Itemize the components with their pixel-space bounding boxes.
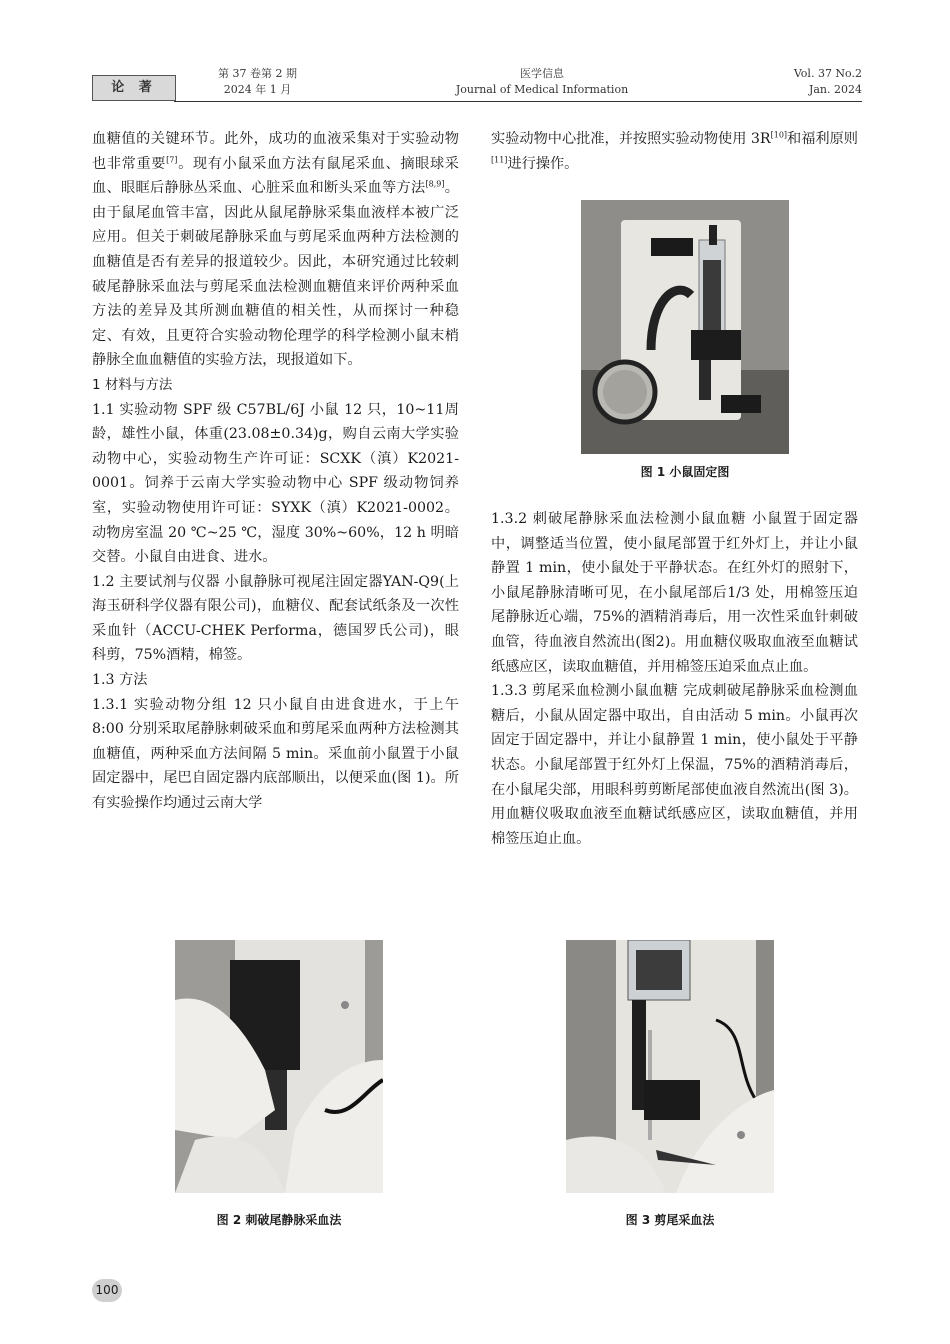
section-tag: 论 著 [92,75,176,101]
volume-line: 第 37 卷第 2 期 [218,67,297,80]
figure-3-tail-clipping [566,940,774,1193]
right-column-top [491,127,858,176]
figure-2-caption: 图 2 刺破尾静脉采血法 [216,1213,342,1227]
header-rule [174,101,862,102]
figure-3-caption: 图 3 剪尾采血法 [625,1213,715,1227]
section-1-3: 1.3 方法 [92,672,148,689]
journal-name [392,66,692,98]
issue-info-en [794,66,862,98]
figure-1-caption: 图 1 小鼠固定图 [640,465,730,479]
intro-paragraph: 血糖值的关键环节。此外，成功的血液采集对于实验动物也非常重要[7]。现有小鼠采血方法有鼠尾采血、摘眼球采血、眼眶后静脉丛采血、心脏采血和断头采血等方法[8,9]。由于鼠尾血管丰富，因此从鼠尾静脉采集血液样本被广泛应用。但关于刺破尾静脉采血与剪尾采血两种方法检测的血糖值是否有差异的报道较少。因此，本研究通过比较刺破尾静脉采血法与剪尾采血法检测血糖值来评价两种采血方法的差异及其所测血糖值的相关性，从而探讨一种稳定、有效，且更符合实验动物伦理学的科学检测小鼠末梢静脉全血血糖值的实验方法，现报道如下。 [92,131,459,369]
section-heading-methods: 1 材料与方法 [92,376,173,393]
ethics-paragraph: 实验动物中心批准，并按照实验动物使用 3R[10]和福利原则[11]进行操作。 [491,130,858,172]
date-line: 2024 年 1 月 [223,83,292,96]
journal-en: Journal of Medical Information [455,83,629,96]
vol-en: Vol. 37 No.2 [793,67,862,80]
section-1-3-2: 1.3.2 刺破尾静脉采血法检测小鼠血糖 小鼠置于固定器中，调整适当位置，使小鼠尾部置于红外灯上，并让小鼠静置 1 min，使小鼠处于平静状态。在红外灯的照射下，小鼠尾静脉清晰可见，在小鼠尾部后1/3 处，用棉签压迫尾静脉近心端，75%的酒精消毒后，用一次性采血针刺破血管，待血液自然流出(图2)。用血糖仪吸取血液至血糖试纸感应区，读取血糖值，并用棉签压迫采血点止血。 [491,511,858,675]
issue-info [218,66,297,98]
journal-cn: 医学信息 [520,67,564,80]
section-1-3-1: 1.3.1 实验动物分组 12 只小鼠自由进食进水，于上午 8:00 分别采取尾静脉刺破采血和剪尾采血两种方法检测其血糖值，两种采血方法间隔 5 min。采血前小鼠置于小鼠固定器中，尾巴自固定器内底部顺出，以便采血(图 1)。所有实验操作均通过云南大学 [92,696,459,812]
section-1-3-3: 1.3.3 剪尾采血检测小鼠血糖 完成刺破尾静脉采血检测血糖后，小鼠从固定器中取出，自由活动 5 min。小鼠再次固定于固定器中，并让小鼠静置 1 min，使小鼠处于平静状态。小鼠尾部置于红外灯上保温，75%的酒精消毒后，在小鼠尾尖部，用眼科剪剪断尾部使血液自然流出(图 3)。用血糖仪吸取血液至血糖试纸感应区，读取血糖值，并用棉签压迫止血。 [491,683,858,847]
page-number: 100 [92,1279,122,1302]
section-1-1: 1.1 实验动物 SPF 级 C57BL/6J 小鼠 12 只，10~11周龄，雄性小鼠，体重(23.08±0.34)g，购自云南大学实验动物中心，实验动物生产许可证：SCXK（滇）K2021-0001。饲养于云南大学实验动物中心 SPF 级动物饲养室，实验动物使用许可证：SYXK（滇）K2021-0002。动物房室温 20 ℃~25 ℃，湿度 30%~60%，12 h 明暗交替。小鼠自由进食、进水。 [92,401,459,566]
page-header [92,66,862,102]
date-en: Jan. 2024 [808,83,862,96]
left-column [92,127,459,816]
right-column-bottom [491,507,858,851]
section-1-2: 1.2 主要试剂与仪器 小鼠静脉可视尾注固定器YAN-Q9(上海玉研科学仪器有限公司)，血糖仪、配套试纸条及一次性采血针（ACCU-CHEK Performa，德国罗氏公司)，眼科剪，75%酒精，棉签。 [92,573,459,664]
figure-1-mouse-restrainer [581,200,789,454]
figure-2-tail-vein-puncture [175,940,383,1193]
